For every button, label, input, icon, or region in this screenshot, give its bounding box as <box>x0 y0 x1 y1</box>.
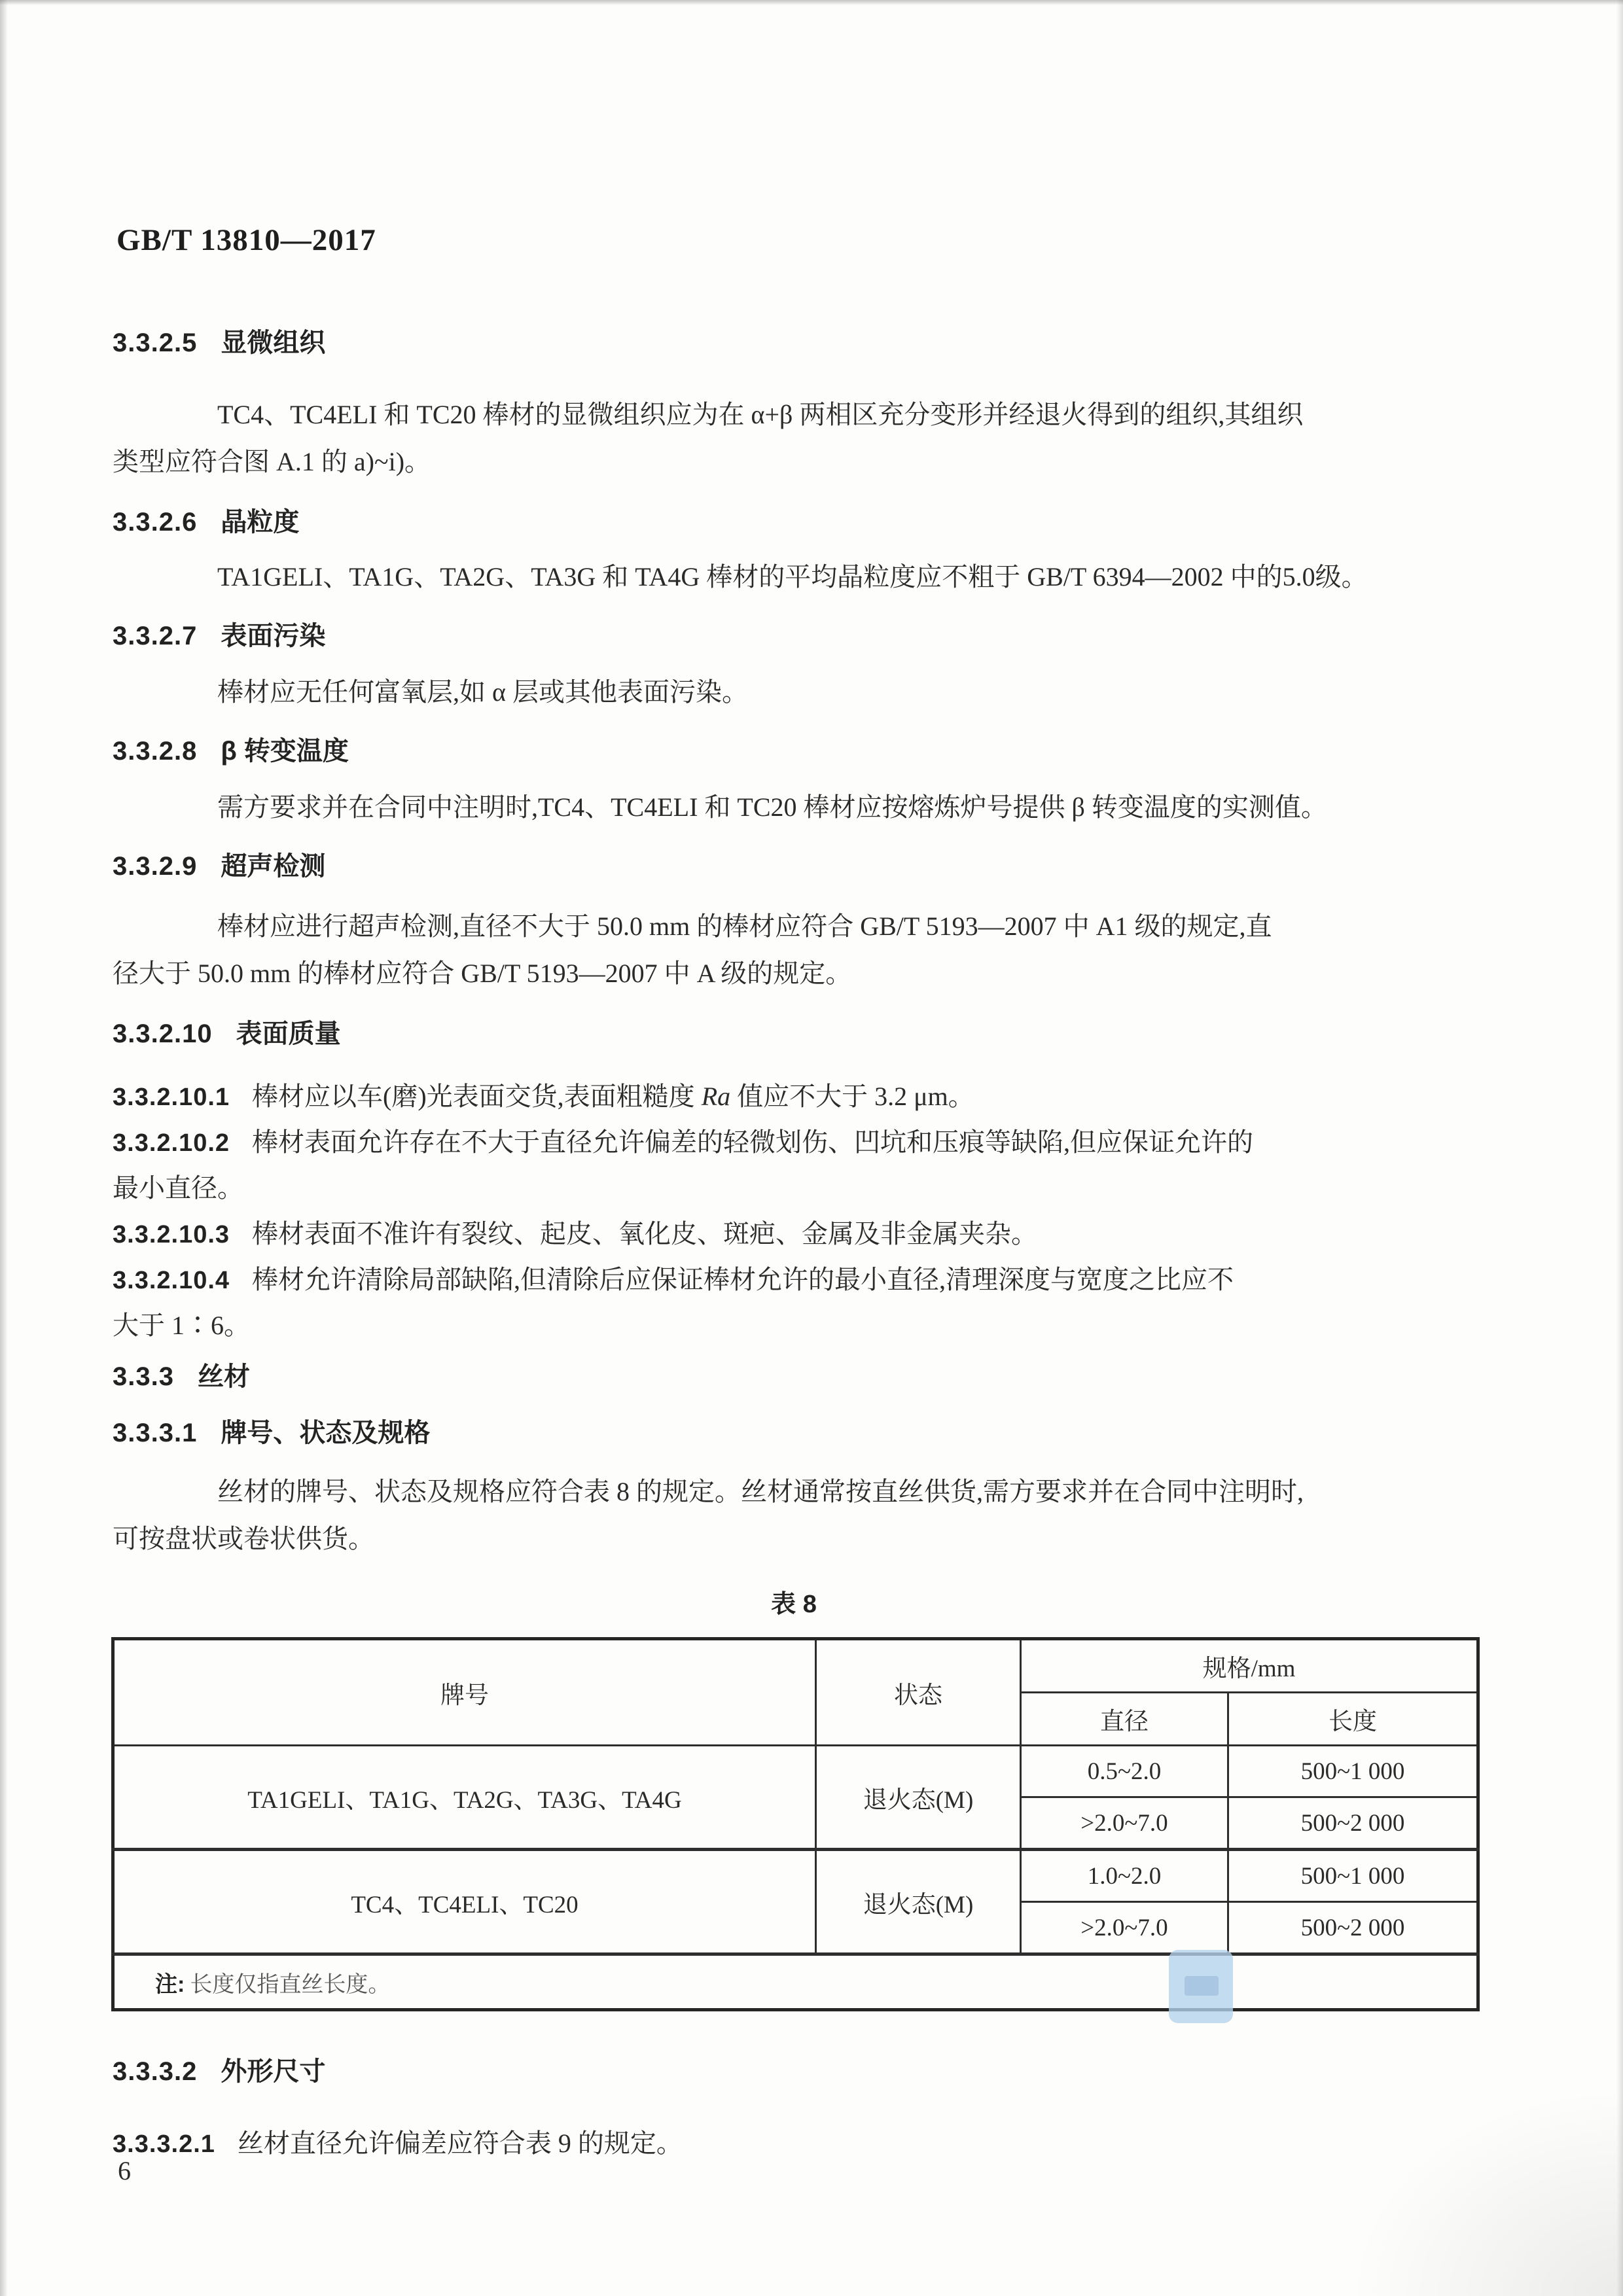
clause-3-3-2-10-2 <box>113 1122 1253 1159</box>
col-header-diameter: 直径 <box>1021 1693 1228 1746</box>
section-title: 外形尺寸 <box>221 2057 326 2086</box>
page-number: 6 <box>118 2156 131 2185</box>
section-number: 3.3.3 <box>113 1362 174 1391</box>
section-title: 表面污染 <box>221 622 326 650</box>
cell-brand-group2: TC4、TC4ELI、TC20 <box>113 1850 816 1954</box>
section-title: 超声检测 <box>221 852 326 881</box>
clause-text: 棒材应以车(磨)光表面交货,表面粗糙度 <box>252 1082 702 1111</box>
section-number: 3.3.2.7 <box>113 622 198 650</box>
paragraph-line: 棒材应无任何富氧层,如 α 层或其他表面污染。 <box>217 677 748 707</box>
clause-3-3-2-10-1 <box>113 1076 974 1113</box>
section-title: 显微组织 <box>221 328 326 357</box>
section-heading-3-3-2-7 <box>113 615 325 652</box>
clause-continuation: 最小直径。 <box>113 1173 243 1203</box>
section-number: 3.3.2.6 <box>113 508 198 537</box>
clause-text: 棒材表面不准许有裂纹、起皮、氧化皮、斑疤、金属及非金属夹杂。 <box>252 1219 1038 1248</box>
paragraph-line: 径大于 50.0 mm 的棒材应符合 GB/T 5193—2007 中 A 级的规定。 <box>113 959 852 988</box>
clause-text-italic: Ra <box>701 1082 731 1111</box>
paragraph-line: TC4、TC4ELI 和 TC20 棒材的显微组织应为在 α+β 两相区充分变形并经退火得到的组织,其组织 <box>217 400 1304 429</box>
scan-edge-left <box>0 0 8 2296</box>
col-header-brand: 牌号 <box>113 1639 816 1746</box>
clause-3-3-3-2-1 <box>113 2123 683 2160</box>
section-heading-3-3-2-8 <box>113 730 349 768</box>
cell-state-group1: 退火态(M) <box>816 1746 1021 1850</box>
clause-3-3-2-10-4 <box>113 1259 1234 1296</box>
table-note <box>113 1954 1478 2010</box>
clause-text: 棒材表面允许存在不大于直径允许偏差的轻微划伤、凹坑和压痕等缺陷,但应保证允许的 <box>252 1127 1254 1157</box>
paragraph-line: 棒材应进行超声检测,直径不大于 50.0 mm 的棒材应符合 GB/T 5193—2007 中 A1 级的规定,直 <box>217 911 1272 941</box>
section-number: 3.3.2.8 <box>113 737 198 766</box>
clause-continuation: 大于 1∶6。 <box>113 1311 250 1340</box>
blue-watermark-stamp <box>1169 1950 1233 2023</box>
section-title: β 转变温度 <box>221 737 349 766</box>
table-note-text: 长度仅指直丝长度。 <box>190 1972 391 1997</box>
cell-length: 500~2 000 <box>1228 1797 1478 1850</box>
paragraph-line: 可按盘状或卷状供货。 <box>113 1524 374 1553</box>
clause-number: 3.3.3.2.1 <box>113 2130 215 2158</box>
cell-diameter: 1.0~2.0 <box>1021 1850 1228 1902</box>
cell-brand-group1: TA1GELI、TA1G、TA2G、TA3G、TA4G <box>113 1746 816 1850</box>
section-number: 3.3.2.10 <box>113 1019 213 1048</box>
section-number: 3.3.3.1 <box>113 1419 198 1447</box>
table-note-label: 注: <box>155 1971 185 1997</box>
clause-text: 值应不大于 3.2 μm。 <box>730 1082 974 1111</box>
cell-diameter: 0.5~2.0 <box>1021 1746 1228 1797</box>
table-8 <box>111 1637 1480 2011</box>
section-title: 丝材 <box>197 1362 250 1391</box>
section-heading-3-3-2-10 <box>113 1013 341 1050</box>
cell-diameter: >2.0~7.0 <box>1021 1797 1228 1850</box>
section-number: 3.3.2.9 <box>113 852 198 881</box>
section-number: 3.3.3.2 <box>113 2057 198 2086</box>
section-number: 3.3.2.5 <box>113 328 198 357</box>
section-title: 表面质量 <box>236 1019 341 1048</box>
document-header: GB/T 13810—2017 <box>116 223 376 257</box>
cell-state-group2: 退火态(M) <box>816 1850 1021 1954</box>
paragraph-line: TA1GELI、TA1G、TA2G、TA3G 和 TA4G 棒材的平均晶粒度应不粗于 GB/T 6394—2002 中的5.0级。 <box>217 562 1368 592</box>
paragraph-line: 需方要求并在合同中注明时,TC4、TC4ELI 和 TC20 棒材应按熔炼炉号提供 β 转变温度的实测值。 <box>217 792 1327 822</box>
table-caption: 表 8 <box>771 1591 817 1618</box>
section-heading-3-3-3-1 <box>113 1412 430 1449</box>
section-heading-3-3-2-9 <box>113 845 325 883</box>
clause-number: 3.3.2.10.4 <box>113 1267 230 1294</box>
col-header-spec: 规格/mm <box>1021 1639 1478 1693</box>
blue-watermark-core <box>1185 1976 1219 1996</box>
col-header-length: 长度 <box>1228 1693 1478 1746</box>
section-title: 牌号、状态及规格 <box>221 1419 431 1447</box>
section-heading-3-3-3-2 <box>113 2051 325 2088</box>
clause-3-3-2-10-3 <box>113 1213 1037 1250</box>
clause-text: 丝材直径允许偏差应符合表 9 的规定。 <box>237 2128 683 2158</box>
clause-text: 棒材允许清除局部缺陷,但清除后应保证棒材允许的最小直径,清理深度与宽度之比应不 <box>252 1265 1234 1294</box>
scan-corner-shade <box>1348 2087 1623 2296</box>
cell-diameter: >2.0~7.0 <box>1021 1902 1228 1954</box>
cell-length: 500~1 000 <box>1228 1850 1478 1902</box>
paragraph-line: 类型应符合图 A.1 的 a)~i)。 <box>113 447 431 476</box>
cell-length: 500~2 000 <box>1228 1902 1478 1954</box>
section-heading-3-3-3 <box>113 1356 250 1393</box>
section-heading-3-3-2-6 <box>113 501 299 539</box>
section-title: 晶粒度 <box>221 508 300 537</box>
clause-number: 3.3.2.10.3 <box>113 1221 230 1248</box>
cell-length: 500~1 000 <box>1228 1746 1478 1797</box>
clause-number: 3.3.2.10.2 <box>113 1129 230 1157</box>
col-header-state: 状态 <box>816 1639 1021 1746</box>
scan-edge-top <box>0 0 1623 5</box>
clause-number: 3.3.2.10.1 <box>113 1084 230 1111</box>
paragraph-line: 丝材的牌号、状态及规格应符合表 8 的规定。丝材通常按直丝供货,需方要求并在合同中注明时, <box>217 1477 1304 1506</box>
section-heading-3-3-2-5 <box>113 322 325 359</box>
scan-edge-right <box>1616 0 1623 2296</box>
